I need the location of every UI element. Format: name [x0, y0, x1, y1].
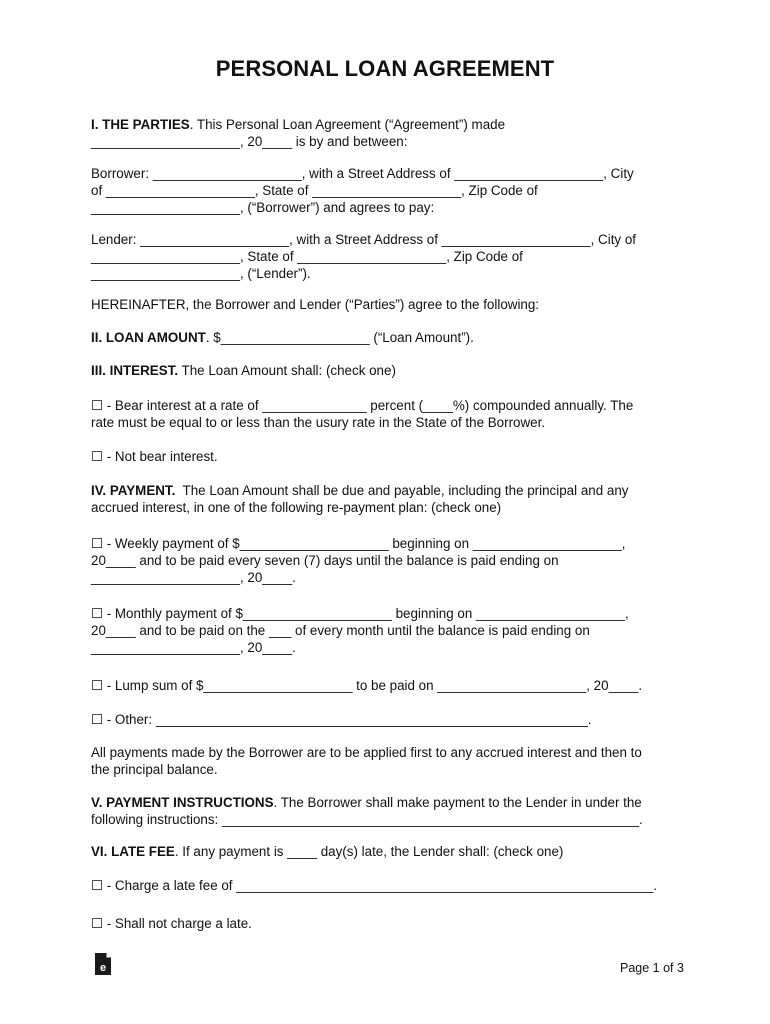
weekly-payment-line-2: 20____ and to be paid every seven (7) days until the balance is paid ending on [91, 553, 559, 568]
monthly-payment-line-1: ☐ - Monthly payment of $____________________ beginning on ____________________, [91, 606, 629, 621]
instructions-heading: V. PAYMENT INSTRUCTIONS [91, 795, 274, 810]
interest-option-not-bear: ☐ - Not bear interest. [91, 449, 218, 464]
late-fee-option-none: ☐ - Shall not charge a late. [91, 916, 252, 931]
interest-heading: III. INTEREST. [91, 363, 179, 378]
lump-sum-payment: ☐ - Lump sum of $____________________ to be paid on ____________________, 20____. [91, 678, 643, 693]
lender-line-2: ____________________, State of ____________________, Zip Code of [91, 249, 523, 264]
svg-text:e: e [99, 962, 107, 974]
interest-option-bear-line-2: rate must be equal to or less than the usury rate in the State of the Borrower. [91, 415, 546, 430]
borrower-line-2: of ____________________, State of ____________________, Zip Code of [91, 183, 538, 198]
parties-line-2: ____________________, 20____ is by and between: [91, 134, 408, 149]
parties-heading: I. THE PARTIES [91, 117, 190, 132]
monthly-payment-line-3: ____________________, 20____. [91, 640, 296, 655]
monthly-payment-line-2: 20____ and to be paid on the ___ of every month until the balance is paid ending on [91, 623, 590, 638]
loan-amount-line: II. LOAN AMOUNT. $____________________ (“Loan Amount”). [91, 330, 474, 345]
payments-applied-line-1: All payments made by the Borrower are to be applied first to any accrued interest and then to [91, 745, 642, 760]
parties-line-1: I. THE PARTIES. This Personal Loan Agreement (“Agreement”) made [91, 117, 506, 132]
lender-line-1: Lender: ____________________, with a Street Address of ____________________, City of [91, 232, 636, 247]
payment-heading: IV. PAYMENT. [91, 483, 176, 498]
payment-line-2: accrued interest, in one of the following re-payment plan: (check one) [91, 500, 502, 515]
page-number: Page 1 of 3 [620, 961, 684, 975]
weekly-payment-line-1: ☐ - Weekly payment of $____________________ beginning on ____________________, [91, 536, 626, 551]
interest-option-bear-line-1: ☐ - Bear interest at a rate of ______________ percent (____%) compounded annually. The [91, 398, 634, 413]
late-fee-option-charge: ☐ - Charge a late fee of ________________________________________________________. [91, 878, 658, 893]
borrower-line-3: ____________________, (“Borrower”) and agrees to pay: [91, 200, 435, 215]
instructions-line-1: V. PAYMENT INSTRUCTIONS. The Borrower shall make payment to the Lender in under the [91, 795, 642, 810]
instructions-line-2: following instructions: ________________________________________________________. [91, 812, 643, 827]
other-payment: ☐ - Other: __________________________________________________________. [91, 712, 592, 727]
eforms-logo-icon [93, 952, 113, 976]
borrower-line-1: Borrower: ____________________, with a Street Address of ____________________, City [91, 166, 634, 181]
document-title: PERSONAL LOAN AGREEMENT [215, 56, 555, 81]
payment-line-1: IV. PAYMENT. The Loan Amount shall be due and payable, including the principal and any [91, 483, 629, 498]
weekly-payment-line-3: ____________________, 20____. [91, 570, 296, 585]
late-fee-heading: VI. LATE FEE [91, 844, 175, 859]
late-fee-line: VI. LATE FEE. If any payment is ____ day(s) late, the Lender shall: (check one) [91, 844, 564, 859]
interest-line: III. INTEREST. The Loan Amount shall: (check one) [91, 363, 396, 378]
lender-line-3: ____________________, (“Lender”). [91, 266, 311, 281]
payments-applied-line-2: the principal balance. [91, 762, 218, 777]
hereinafter-text: HEREINAFTER, the Borrower and Lender (“Parties”) agree to the following: [91, 297, 540, 312]
loan-amount-heading: II. LOAN AMOUNT [91, 330, 206, 345]
